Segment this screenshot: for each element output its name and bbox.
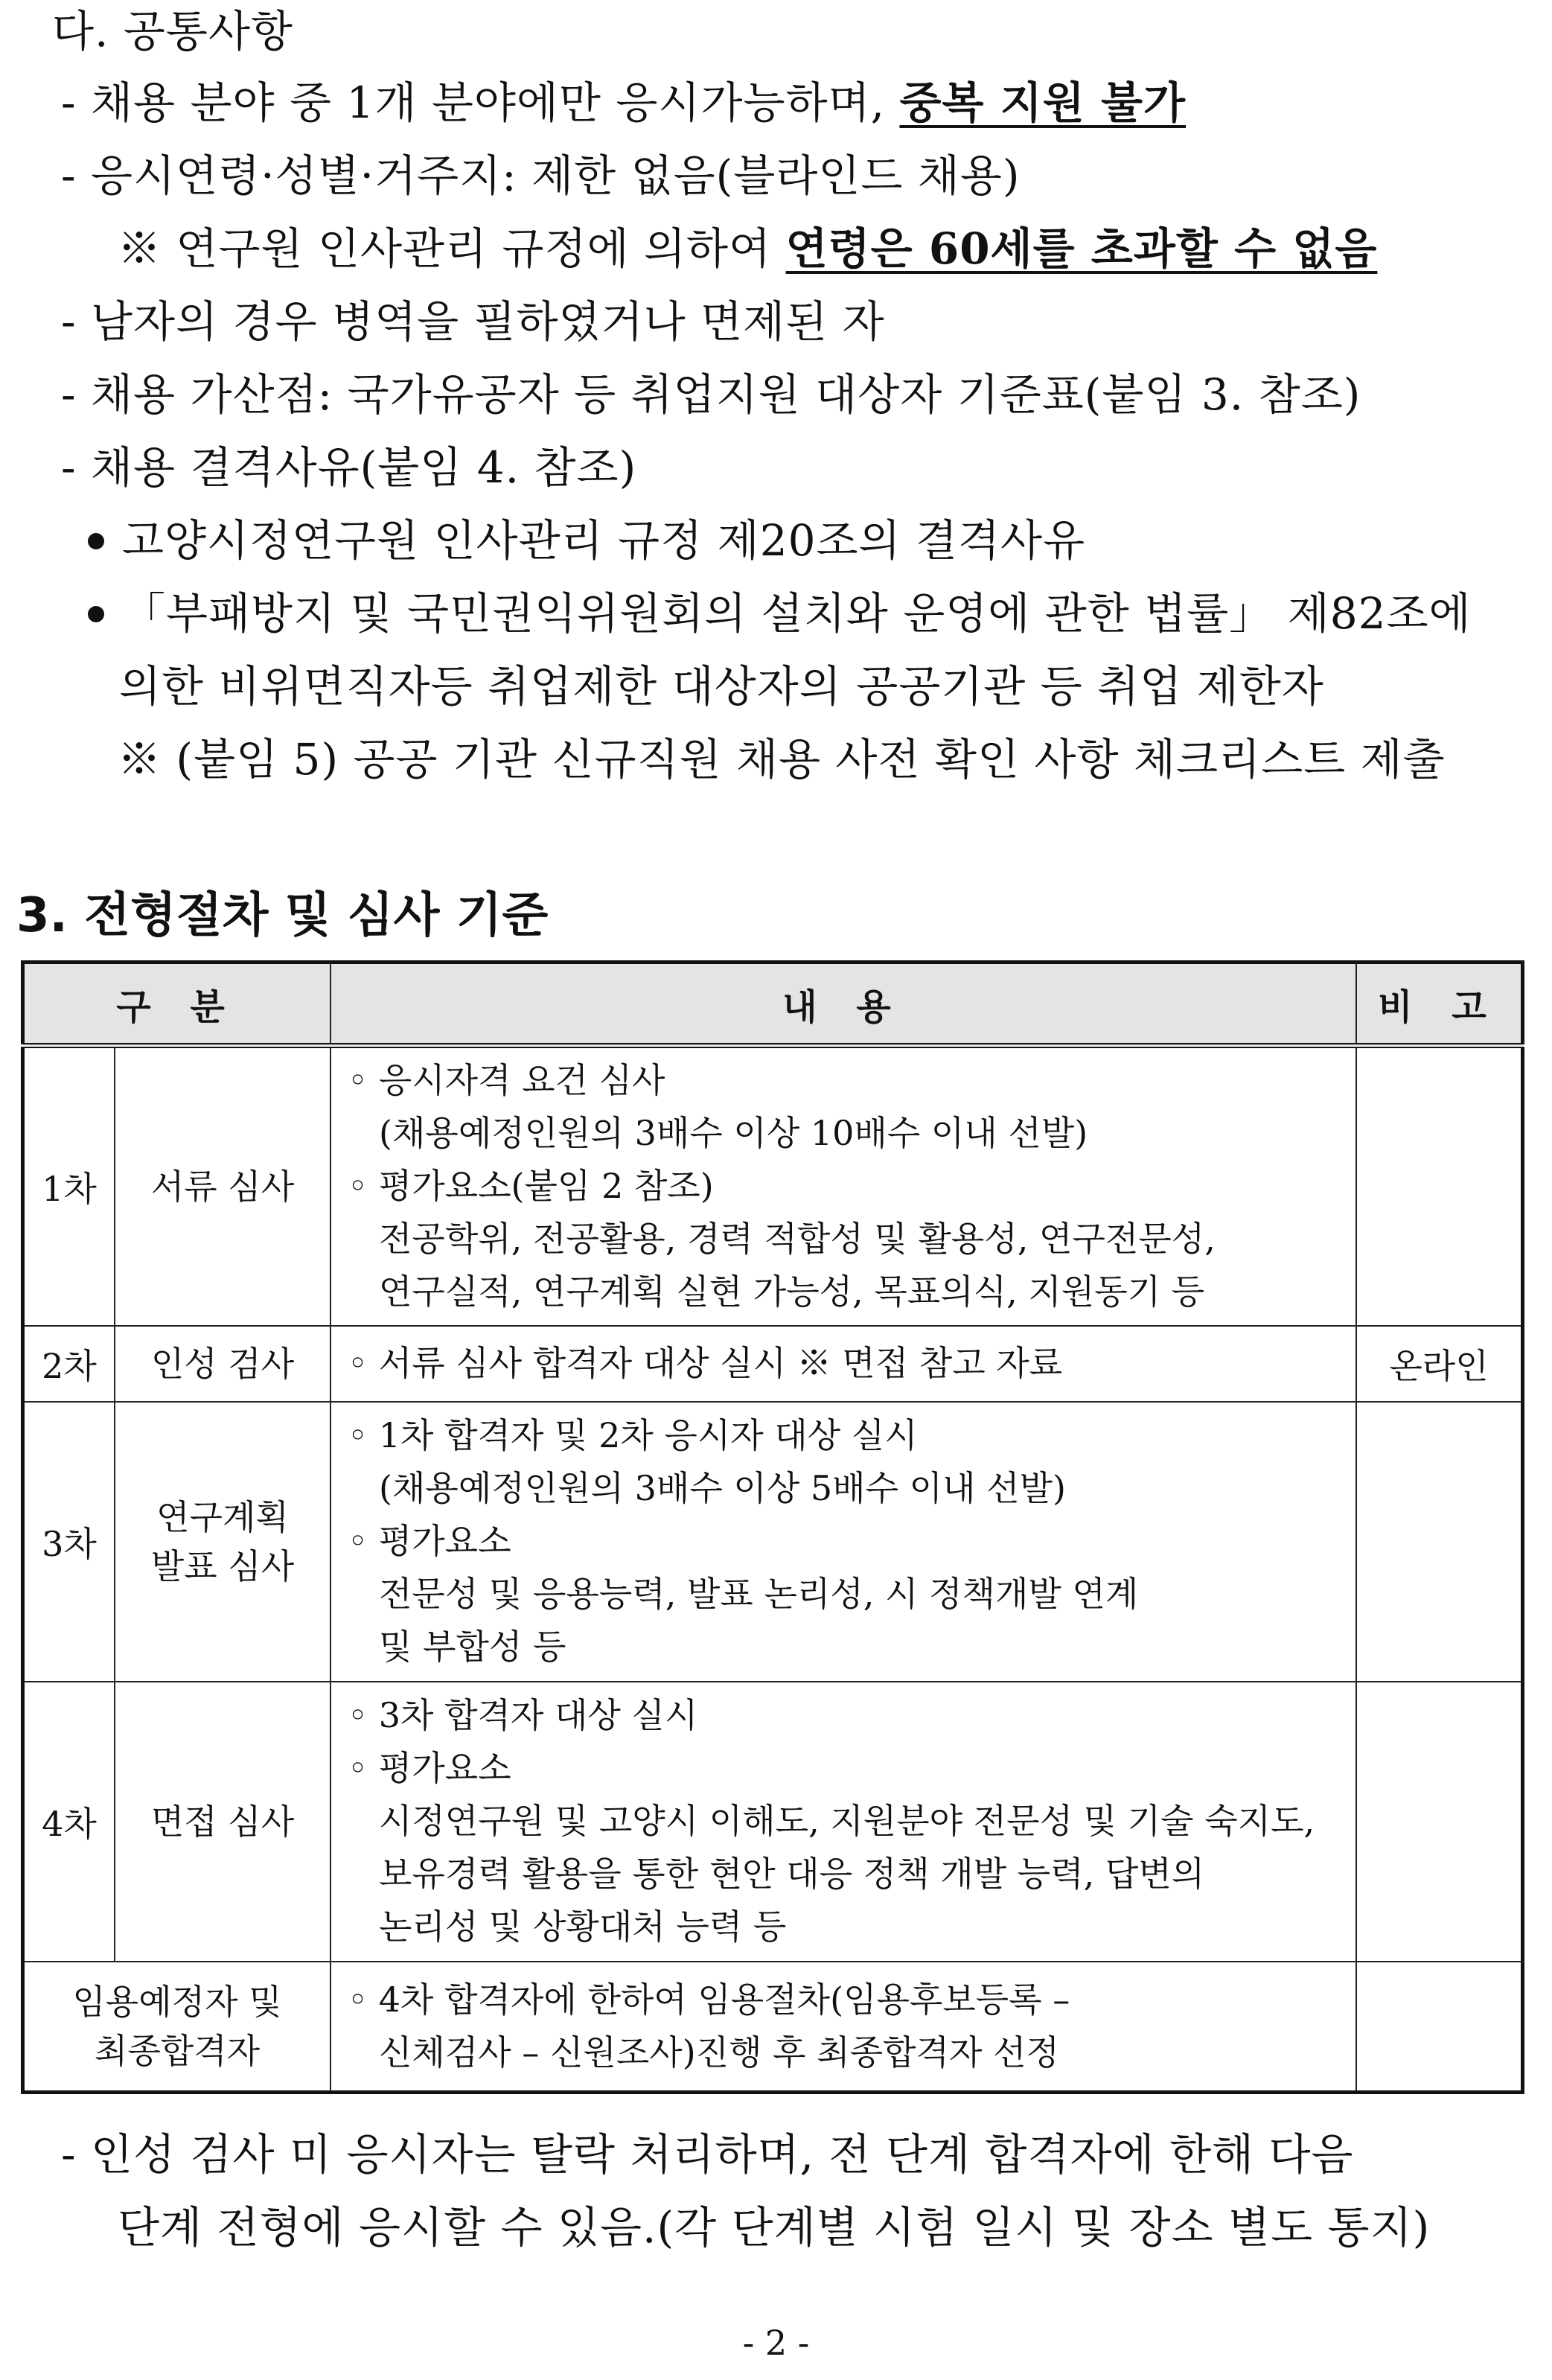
header-category: 구 분 <box>23 963 331 1046</box>
content-line: ◦ 1차 합격자 및 2차 응시자 대상 실시 <box>348 1415 918 1455</box>
content-line: 전공학위, 전공활용, 경력 적합성 및 활용성, 연구전문성, <box>379 1219 1216 1260</box>
after-table-line-2: 단계 전형에 응시할 수 있음.(각 단계별 시험 일시 및 장소 별도 통지) <box>118 2202 1431 2253</box>
checklist-note: ※ (붙임 5) 공공 기관 신규직원 채용 사전 확인 사항 체크리스트 제출 <box>118 734 1446 785</box>
content-line: 보유경력 활용을 통한 현안 대응 정책 개발 능력, 답변의 <box>379 1854 1205 1894</box>
content-line: ◦ 평가요소(붙임 2 참조) <box>348 1166 714 1207</box>
note-cell <box>1356 1962 1523 2093</box>
stage-name-line: 발표 심사 <box>150 1545 295 1586</box>
common-line-3-text: ※ 연구원 인사관리 규정에 의하여 <box>118 223 786 274</box>
content-line: (채용예정인원의 3배수 이상 10배수 이내 선발) <box>379 1113 1088 1154</box>
table-header-row <box>23 963 1523 1046</box>
bullet-item-1 <box>88 514 1085 567</box>
stage-cell: 2차 <box>23 1326 115 1402</box>
stage-name-line: 연구계획 <box>156 1496 289 1537</box>
stage-name-cell: 면접 심사 <box>115 1682 330 1962</box>
bullet-item-2 <box>88 587 1472 640</box>
table-row <box>23 1962 1523 2093</box>
content-line: 전문성 및 응용능력, 발표 논리성, 시 정책개발 연계 <box>379 1574 1139 1614</box>
table-row <box>23 1682 1523 1962</box>
content-line: ◦ 평가요소 <box>348 1521 511 1561</box>
common-line-disqualification: - 채용 결격사유(붙임 4. 참조) <box>61 442 637 493</box>
common-line-military: - 남자의 경우 병역을 필하였거나 면제된 자 <box>61 296 885 347</box>
bullet-dot-icon <box>88 533 104 549</box>
content-cell <box>330 1402 1356 1682</box>
common-line-1-text: - 채용 분야 중 1개 분야에만 응시가능하며, <box>61 77 900 128</box>
header-content: 내 용 <box>330 963 1356 1046</box>
note-cell <box>1356 1046 1523 1326</box>
content-line: ◦ 4차 합격자에 한하여 임용절차(임용후보등록 – <box>348 1979 1070 2020</box>
bullet-item-2-text: 「부패방지 및 국민권익위원회의 설치와 운영에 관한 법률」 제82조에 <box>122 588 1472 639</box>
section-title: 3. 전형절차 및 심사 기준 <box>16 888 549 943</box>
stage-name-cell <box>115 1402 330 1682</box>
content-line: 신체검사 – 신원조사)진행 후 최종합격자 선정 <box>379 2032 1059 2073</box>
common-line-no-restriction: - 응시연령·성별·거주지: 제한 없음(블라인드 채용) <box>61 150 1021 201</box>
note-cell <box>1356 1402 1523 1682</box>
header-note: 비 고 <box>1356 963 1523 1046</box>
content-line: 논리성 및 상황대처 능력 등 <box>379 1907 787 1947</box>
content-cell <box>330 1682 1356 1962</box>
content-cell <box>330 1326 1356 1402</box>
common-line-age-limit <box>118 222 1377 275</box>
stage-cell: 3차 <box>23 1402 115 1682</box>
content-cell <box>330 1962 1356 2093</box>
content-line: ◦ 응시자격 요건 심사 <box>348 1060 665 1101</box>
content-line: ◦ 평가요소 <box>348 1748 511 1788</box>
stage-name-line: 최종합격자 <box>94 2030 261 2071</box>
common-line-bonus-points: - 채용 가산점: 국가유공자 등 취업지원 대상자 기준표(붙임 3. 참조) <box>61 369 1361 420</box>
content-line: (채용예정인원의 3배수 이상 5배수 이내 선발) <box>379 1468 1066 1508</box>
table-row <box>23 1326 1523 1402</box>
bullet-item-2-continued: 의한 비위면직자등 취업제한 대상자의 공공기관 등 취업 제한자 <box>119 661 1324 712</box>
bullet-dot-icon <box>88 606 104 622</box>
selection-procedure-table <box>21 960 1524 2094</box>
common-line-apply-one-field <box>61 76 1186 130</box>
stage-name-line: 임용예정자 및 <box>72 1981 282 2022</box>
common-title: 다. 공통사항 <box>52 6 294 57</box>
stage-name-cell <box>23 1962 331 2093</box>
stage-name-cell: 인성 검사 <box>115 1326 330 1402</box>
stage-cell: 1차 <box>23 1046 115 1326</box>
content-line: ◦ 3차 합격자 대상 실시 <box>348 1695 698 1735</box>
after-table-line-1: - 인성 검사 미 응시자는 탈락 처리하며, 전 단계 합격자에 한해 다음 <box>61 2129 1354 2180</box>
note-cell <box>1356 1682 1523 1962</box>
common-line-3-emphasis: 연령은 60세를 초과할 수 없음 <box>785 223 1378 274</box>
content-line: 및 부합성 등 <box>379 1627 566 1667</box>
table-row <box>23 1046 1523 1326</box>
content-line: 연구실적, 연구계획 실현 가능성, 목표의식, 지원동기 등 <box>379 1272 1205 1312</box>
content-line: 시정연구원 및 고양시 이해도, 지원분야 전문성 및 기술 숙지도, <box>379 1801 1315 1841</box>
content-line: ◦ 서류 심사 합격자 대상 실시 ※ 면접 참고 자료 <box>348 1343 1063 1383</box>
table-row <box>23 1402 1523 1682</box>
stage-name-cell: 서류 심사 <box>115 1046 330 1326</box>
common-line-1-emphasis: 중복 지원 불가 <box>899 77 1187 128</box>
bullet-item-1-text: 고양시정연구원 인사관리 규정 제20조의 결격사유 <box>122 515 1086 566</box>
content-cell <box>330 1046 1356 1326</box>
page-number: - 2 - <box>742 2323 810 2363</box>
stage-cell: 4차 <box>23 1682 115 1962</box>
note-cell: 온라인 <box>1356 1326 1523 1402</box>
